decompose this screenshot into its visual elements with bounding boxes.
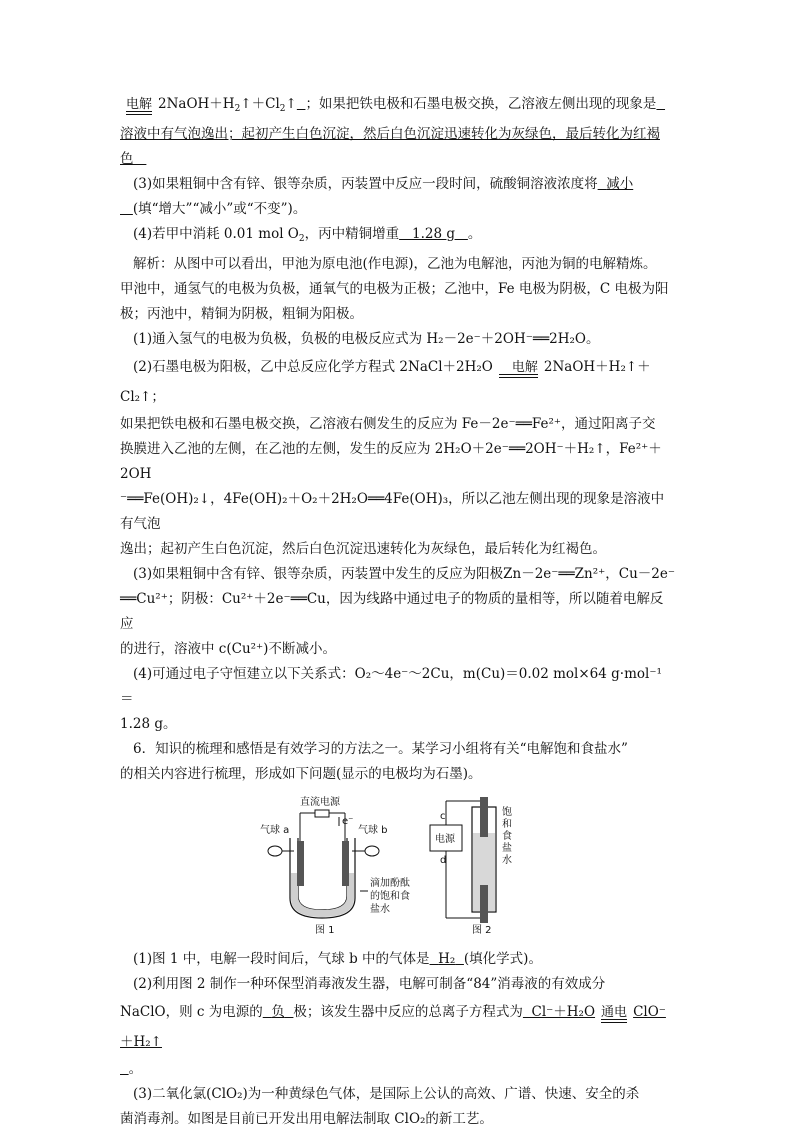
lower-electrode bbox=[480, 885, 488, 923]
condition-tongdian: 通电 bbox=[601, 1006, 627, 1023]
question-6-2-end: 。 bbox=[128, 1061, 143, 1077]
power-source-2-label: 电源 bbox=[435, 834, 455, 845]
figure-1-caption: 图 1 bbox=[315, 925, 335, 936]
figure-2 bbox=[430, 797, 512, 936]
balloon-a-icon bbox=[268, 846, 282, 856]
analysis-4: (1)通入氢气的电极为负极，负极的电极反应式为 H₂－2e⁻＋2OH⁻══2H₂O。 bbox=[133, 331, 600, 347]
balloon-b-label: 气球 b bbox=[358, 825, 388, 836]
question-3: (3)如果粗铜中含有锌、银等杂质，丙装置中反应一段时间，硫酸铜溶液浓度将 减小 bbox=[133, 176, 634, 192]
analysis-10: (3)如果粗铜中含有锌、银等杂质，丙装置中发生的反应为阳极Zn－2e⁻══Zn²⁺，Cu－2e⁻ bbox=[133, 566, 675, 582]
problem-6-stem-1: 6．知识的梳理和感悟是有效学习的方法之一。某学习小组将有关“电解饱和食盐水” bbox=[133, 741, 628, 757]
analysis-13: (4)可通过电子守恒建立以下关系式：O₂～4e⁻～2Cu，m(Cu)＝0.02 mol×64 g·mol⁻¹＝ bbox=[120, 666, 662, 707]
question-6-2: (2)利用图 2 制作一种环保型消毒液发生器，电解可制备“84”消毒液的有效成分 bbox=[133, 976, 606, 992]
solution-label-2: 的饱和食 bbox=[370, 891, 410, 902]
analysis-5: (2)石墨电极为阳极，乙中总反应化学方程式 2NaCl＋2H₂O 电解 2NaOH＋H₂↑＋Cl₂↑； bbox=[120, 359, 651, 405]
answer-line-1: 电解 $2NaOH+H_2↑+Cl_2↑$ ；如果把铁电极和石墨电极交换，乙溶液左侧出现的现象是 bbox=[126, 96, 657, 114]
saturated-label-2: 和 bbox=[502, 819, 512, 830]
question-6-3: (3)二氧化氯(ClO₂)为一种黄绿色气体，是国际上公认的高效、广谱、快速、安全的杀 bbox=[133, 1086, 640, 1102]
analysis-12: 的进行，溶液中 c(Cu²⁺)不断减小。 bbox=[120, 641, 336, 657]
saturated-label-5: 水 bbox=[502, 855, 512, 866]
analysis-6: 如果把铁电极和石墨电极交换，乙溶液右侧发生的反应为 Fe－2e⁻══Fe²⁺，通过阳离子交 bbox=[120, 416, 656, 432]
saturated-label-3: 食 bbox=[502, 831, 512, 842]
terminal-d: d bbox=[440, 855, 447, 866]
balloon-b-icon bbox=[365, 846, 379, 856]
question-6-2-cont: NaClO，则 c 为电源的 负 极；该发生器中反应的总离子方程式为 Cl⁻＋H₂O 通电 ClO⁻＋H₂↑ bbox=[120, 1004, 666, 1050]
solution-label-1: 滴加酚酞 bbox=[370, 878, 410, 889]
power-supply-icon bbox=[315, 810, 329, 817]
analysis-7: 换膜进入乙池的左侧，在乙池的左侧，发生的反应为 2H₂O＋2e⁻══2OH⁻＋H₂↑，Fe²⁺＋2OH bbox=[120, 441, 662, 482]
condition-electrolysis: 电解 bbox=[126, 98, 152, 115]
problem-6-stem-2: 的相关内容进行梳理，形成如下问题(显示的电极均为石墨)。 bbox=[120, 766, 482, 782]
balloon-a-label: 气球 a bbox=[260, 825, 290, 836]
analysis-8: ⁻══Fe(OH)₂↓，4Fe(OH)₂＋O₂＋2H₂O══4Fe(OH)₃，所以乙池左侧出现的现象是溶液中有气泡 bbox=[120, 491, 665, 532]
analysis-14: 1.28 g。 bbox=[120, 716, 177, 732]
electrode-a bbox=[297, 841, 304, 886]
condition-electrolysis-2: 电解 bbox=[499, 361, 538, 378]
question-3-cont: (填“增大”“减小”或“不变”)。 bbox=[132, 201, 307, 217]
figure-1 bbox=[260, 795, 410, 936]
answer-line-2: 溶液中有气泡逸出；起初产生白色沉淀，然后白色沉淀迅速转化为灰绿色，最后转化为红褐 bbox=[120, 126, 660, 142]
saturated-label-4: 盐 bbox=[502, 843, 512, 854]
terminal-c: c bbox=[440, 811, 446, 822]
analysis-1: 解析：从图中可以看出，甲池为原电池(作电源)，乙池为电解池，丙池为铜的电解精炼。 bbox=[133, 256, 657, 272]
analysis-3: 极；丙池中，精铜为阴极，粗铜为阳极。 bbox=[120, 306, 363, 322]
analysis-2: 甲池中，通氢气的电极为负极，通氧气的电极为正极；乙池中，Fe 电极为阴极，C 电极为阳 bbox=[120, 281, 669, 297]
electrolysis-figures bbox=[120, 793, 675, 943]
analysis-9: 逸出；起初产生白色沉淀，然后白色沉淀迅速转化为灰绿色，最后转化为红褐色。 bbox=[120, 541, 606, 557]
question-4: (4)若甲中消耗 0.01 mol $O_2$，丙中精铜增重 1.28 g 。 bbox=[133, 226, 482, 244]
question-6-3-cont: 菌消毒剂。如图是目前已开发出用电解法制取 ClO₂的新工艺。 bbox=[120, 1111, 493, 1127]
upper-electrode bbox=[480, 797, 488, 837]
figure-svg bbox=[260, 793, 520, 938]
figure-2-caption: 图 2 bbox=[472, 925, 492, 936]
electron-label: e⁻ bbox=[342, 816, 354, 827]
power-supply-label: 直流电源 bbox=[300, 797, 340, 808]
analysis-11: ══Cu²⁺；阴极：Cu²⁺＋2e⁻══Cu，因为线路中通过电子的物质的量相等，所以随着电解反应 bbox=[120, 591, 664, 632]
solution-label-3: 盐水 bbox=[370, 904, 390, 915]
electrode-b bbox=[342, 841, 349, 886]
document-body bbox=[120, 92, 675, 1132]
saturated-label-1: 饱 bbox=[502, 807, 512, 818]
question-6-1: (1)图 1 中，电解一段时间后，气球 b 中的气体是 H₂ (填化学式)。 bbox=[133, 951, 542, 967]
answer-line-3: 色 bbox=[120, 151, 134, 167]
